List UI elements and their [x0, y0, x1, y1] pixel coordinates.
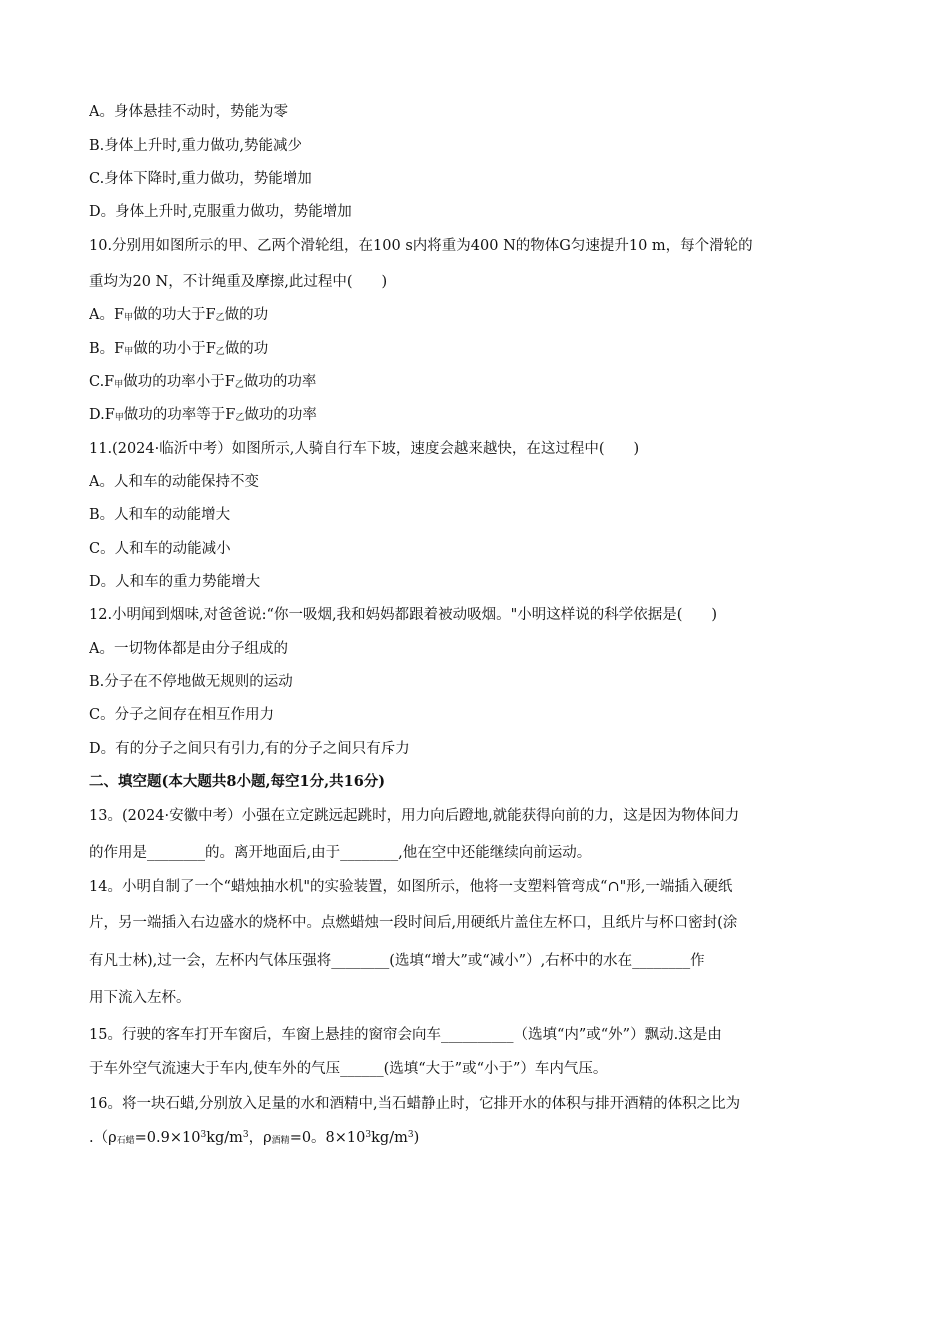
formula-line: $.(\rho_{石蜡}=0.9\times 10^3kg/m^3$，$\rho_{酒精}=0$。$8\times 10^3kg/m^3$) [89, 1130, 420, 1146]
question-line: 的作用是________的。离开地面后,由于________,他在空中还能继续向前运动。 [89, 845, 592, 861]
option-line: D。人和车的重力势能增大 [89, 574, 261, 590]
option-line: D。有的分子之间只有引力,有的分子之间只有斥力 [89, 741, 410, 757]
option-line: $D.F_甲$做功的功率等于$F_乙$做功的功率 [89, 407, 317, 423]
option-line: C.身体下降时,重力做功，势能增加 [89, 171, 312, 187]
question-line: 11.(2024·临沂中考）如图所示,人骑自行车下坡，速度会越来越快，在这过程中( ) [89, 441, 640, 457]
question-line: 用下流入左杯。 [89, 990, 191, 1006]
option-line: B.分子在不停地做无规则的运动 [89, 674, 293, 690]
question-line: 片，另一端插入右边盛水的烧杯中。点燃蜡烛一段时间后,用硬纸片盖住左杯口，且纸片与杯口密封(涂 [89, 915, 738, 931]
option-line: C。分子之间存在相互作用力 [89, 707, 275, 723]
question-line: 14。小明自制了一个“蜡烛抽水机"的实验装置，如图所示，他将一支塑料管弯成“∩"形,一端插入硬纸 [89, 879, 733, 895]
question-line: 于车外空气流速大于车内,使车外的气压______(选填“大于”或“小于”）车内气压。 [89, 1061, 608, 1077]
section-heading: 二、填空题(本大题共8小题,每空1分,共16分) [89, 773, 386, 790]
option-line: B.身体上升时,重力做功,势能减少 [89, 138, 302, 154]
option-line: B。$F_甲$做的功小于$F_乙$做的功 [89, 341, 269, 357]
question-line: 13。(2024·安徽中考）小强在立定跳远起跳时，用力向后蹬地,就能获得向前的力，这是因为物体间力 [89, 808, 740, 824]
option-line: C。人和车的动能减小 [89, 541, 231, 557]
question-line: 重均为20 N，不计绳重及摩擦,此过程中( ) [89, 274, 388, 290]
option-line: A。人和车的动能保持不变 [89, 474, 259, 490]
option-line: $C.F_甲$做功的功率小于$F_乙$做功的功率 [89, 374, 317, 390]
option-line: B。人和车的动能增大 [89, 507, 231, 523]
question-line: 12.小明闻到烟味,对爸爸说:“你一吸烟,我和妈妈都跟着被动吸烟。"小明这样说的科学依据是( ) [89, 607, 718, 623]
question-line: 15。行驶的客车打开车窗后，车窗上悬挂的窗帘会向车__________（选填“内”或“外”）飘动.这是由 [89, 1027, 722, 1043]
option-line: D。身体上升时,克服重力做功，势能增加 [89, 204, 352, 220]
question-line: 10.分别用如图所示的甲、乙两个滑轮组，在100 s内将重为400 N的物体G匀速提升10 m，每个滑轮的 [89, 238, 753, 254]
option-line: A。一切物体都是由分子组成的 [89, 641, 288, 657]
question-line: 16。将一块石蜡,分别放入足量的水和酒精中,当石蜡静止时，它排开水的体积与排开酒精的体积之比为 [89, 1096, 741, 1112]
option-line: A。身体悬挂不动时，势能为零 [89, 104, 288, 120]
question-line: 有凡士林),过一会，左杯内气体压强将________(选填“增大”或“减小”）,右杯中的水在________作 [89, 953, 705, 969]
option-line: A。$F_甲$做的功大于$F_乙$做的功 [89, 307, 269, 323]
